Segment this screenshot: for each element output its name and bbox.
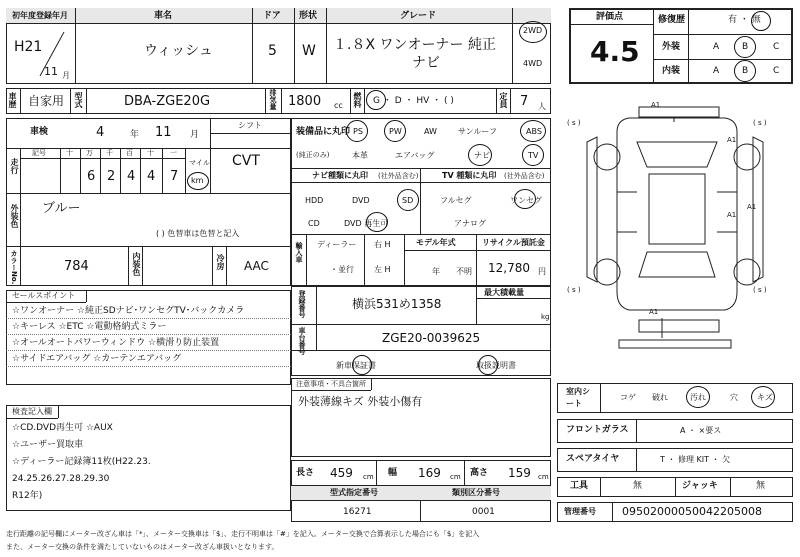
sheet-ana: 穴 bbox=[730, 393, 738, 402]
spec-row bbox=[6, 88, 551, 114]
import-label: 輸入車 bbox=[295, 242, 303, 263]
equip-leather: 本革 bbox=[352, 151, 368, 160]
exterior-label: 外装 bbox=[662, 42, 681, 52]
fuel-circle bbox=[366, 90, 386, 110]
manual-circle bbox=[478, 355, 498, 375]
height-unit: cm bbox=[538, 473, 549, 481]
equip-aw: AW bbox=[424, 127, 437, 136]
ext-grade-a: A bbox=[713, 42, 720, 52]
diag-a1-right2: A1 bbox=[727, 211, 737, 219]
diag-a1-left: A1 bbox=[747, 203, 757, 211]
model-value: DBA-ZGE20G bbox=[124, 94, 211, 109]
color-value: ブルー bbox=[42, 201, 81, 216]
selling-line-4: ☆サイドエアバッグ ☆カーテンエアバッグ bbox=[12, 354, 182, 364]
equip-abs-circle bbox=[520, 120, 546, 142]
digit-label-1: 十 bbox=[66, 149, 73, 157]
int-grade-a: A bbox=[713, 66, 720, 76]
person-unit: 人 bbox=[538, 102, 546, 111]
digit-label-2: 万 bbox=[86, 149, 93, 157]
equip-sunroof: サンルーフ bbox=[458, 127, 497, 136]
nav-dvd-play: DVD 再生可 bbox=[344, 219, 389, 228]
car-name-label: 車名 bbox=[154, 11, 173, 21]
score-label: 評価点 bbox=[596, 12, 624, 22]
warranty-circle bbox=[352, 355, 372, 375]
equip-nav: ナビ bbox=[474, 151, 490, 160]
shaken-year: 4 bbox=[96, 125, 105, 140]
nav-sd-circle bbox=[397, 189, 419, 211]
capacity-label: 定員 bbox=[499, 92, 508, 108]
import-parallel: ・並行 bbox=[330, 265, 354, 274]
inspector-line-5: R12年) bbox=[12, 491, 43, 501]
management-value: 09502000050042205008 bbox=[622, 505, 762, 518]
manual-label: 取扱説明書 bbox=[476, 361, 516, 370]
length-label: 長さ bbox=[296, 468, 315, 478]
notes-text: 外装薄線キズ 外装小傷有 bbox=[298, 395, 423, 408]
displacement-value: 1800 bbox=[288, 94, 322, 109]
width-unit: cm bbox=[450, 473, 461, 481]
nav-dvd-play-circle bbox=[366, 212, 388, 232]
int-grade-c: C bbox=[773, 66, 780, 76]
width-value: 169 bbox=[418, 466, 441, 480]
use-label: 車歴 bbox=[8, 92, 17, 108]
car-diagram bbox=[557, 92, 793, 378]
front-glass-label: フロントガラス bbox=[566, 425, 629, 435]
fuel-options: G ・ D ・ HV ・ ( ) bbox=[373, 96, 454, 106]
mileage-digit-1: 6 bbox=[87, 169, 96, 184]
length-unit: cm bbox=[363, 473, 374, 481]
shape-value: W bbox=[302, 43, 316, 59]
digit-label-4: 百 bbox=[126, 149, 133, 157]
width-label: 幅 bbox=[388, 468, 398, 478]
yen-unit: 円 bbox=[538, 267, 546, 276]
car-name: ウィッシュ bbox=[144, 43, 213, 59]
interior-sheet-label: 室内シート bbox=[566, 387, 590, 408]
equipment-sublabel: (純正のみ) bbox=[296, 151, 330, 159]
digit-label-0: 記号 bbox=[32, 149, 46, 157]
type-value: 16271 bbox=[343, 507, 372, 517]
equip-nav-circle bbox=[468, 144, 492, 166]
shaken-label: 車検 bbox=[30, 127, 49, 137]
ext-grade-b: B bbox=[742, 42, 749, 52]
tv-oneseg-circle bbox=[514, 189, 536, 209]
mileage-digit-4: 4 bbox=[147, 169, 156, 184]
shaken-month-unit: 月 bbox=[190, 130, 200, 140]
shaken-month: 11 bbox=[155, 125, 172, 140]
import-right: 右 H bbox=[374, 240, 391, 249]
ac-label: 冷房 bbox=[216, 254, 225, 270]
color-no-label: カラーNo. bbox=[10, 250, 18, 285]
drive-4wd: 4WD bbox=[523, 59, 543, 68]
chassis-value: ZGE20-0039625 bbox=[382, 331, 481, 345]
selling-label: セールスポイント bbox=[12, 291, 76, 300]
class-label: 類別区分番号 bbox=[452, 488, 500, 497]
model-year-unknown: 不明 bbox=[456, 267, 472, 276]
tv-analog: アナログ bbox=[454, 219, 486, 228]
inspector-line-3: ☆ディーラー記録簿11枚(H22.23. bbox=[12, 457, 151, 467]
interior-label: 内装 bbox=[662, 66, 681, 76]
front-glass-value: A ・ ×要ス bbox=[680, 426, 722, 435]
use-value: 自家用 bbox=[28, 94, 65, 108]
plate-value: 横浜531め1358 bbox=[352, 297, 442, 311]
model-label: 型式 bbox=[74, 92, 83, 108]
sheet-yogore: 汚れ bbox=[690, 393, 706, 402]
length-value: 459 bbox=[330, 466, 353, 480]
shaken-year-unit: 年 bbox=[130, 130, 140, 140]
warranty-label: 新車保証書 bbox=[336, 361, 376, 370]
inspector-line-1: ☆CD.DVD再生可 ☆AUX bbox=[12, 423, 113, 433]
notes-label: 注意事項・不具合箇所 bbox=[296, 380, 366, 388]
first-reg-era: H21 bbox=[14, 39, 43, 55]
repair-label: 修復歴 bbox=[658, 15, 686, 25]
diag-a1-top: A1 bbox=[651, 101, 661, 109]
first-reg-label: 初年度登録年月 bbox=[12, 11, 68, 20]
equip-ps-circle bbox=[346, 120, 368, 142]
recycle-value: 12,780 bbox=[488, 261, 530, 275]
grade-line2: ナビ bbox=[412, 55, 440, 71]
mile-label: マイル bbox=[189, 159, 210, 167]
digit-label-5: 十 bbox=[147, 149, 154, 157]
displacement-label: 排気量 bbox=[269, 89, 277, 110]
chassis-label: 車台番号 bbox=[298, 327, 306, 355]
digit-label-6: 一 bbox=[170, 149, 177, 157]
capacity-value: 7 bbox=[520, 94, 529, 109]
equip-ps: PS bbox=[353, 127, 363, 136]
diag-a1-right1: A1 bbox=[727, 136, 737, 144]
recycle-label: リサイクル預託金 bbox=[482, 238, 545, 247]
diag-s-bl: ( s ) bbox=[567, 286, 581, 294]
cc-unit: cc bbox=[334, 101, 343, 110]
selling-line-3: ☆オールオートパワーウィンドウ ☆横滑り防止装置 bbox=[12, 338, 220, 348]
shift-label: シフト bbox=[238, 121, 262, 130]
first-reg-month: 11 bbox=[44, 65, 58, 78]
plate-label: 登録番号 bbox=[298, 290, 306, 318]
management-label: 管理番号 bbox=[564, 507, 596, 516]
interior-color-label: 内装色 bbox=[132, 252, 141, 276]
class-value: 0001 bbox=[472, 507, 495, 517]
nav-title: ナビ種類に丸印 bbox=[312, 171, 368, 180]
km-circle bbox=[187, 172, 209, 190]
door-label: ドア bbox=[263, 11, 281, 21]
drive-2wd: 2WD bbox=[523, 26, 543, 35]
sheet-kizu: キズ bbox=[757, 393, 773, 402]
jack-value: 無 bbox=[756, 481, 766, 491]
nav-cd: CD bbox=[308, 219, 320, 228]
ac-value: AAC bbox=[244, 259, 269, 273]
nav-sd: SD bbox=[402, 196, 414, 205]
footer-line-2: また、メーター交換の条件を満たしていないものはメーター改ざん車扱いとなります。 bbox=[6, 543, 279, 551]
diag-s-tr: ( s ) bbox=[753, 119, 767, 127]
nav-hdd: HDD bbox=[305, 196, 324, 205]
color-label: 外装色 bbox=[10, 204, 19, 228]
int-grade-b: B bbox=[742, 66, 749, 76]
ext-circle bbox=[734, 36, 756, 58]
ext-grade-c: C bbox=[773, 42, 780, 52]
equip-abs: ABS bbox=[526, 127, 542, 136]
tv-fullseg: フルセグ bbox=[440, 196, 472, 205]
selling-line-2: ☆キーレス ☆ETC ☆電動格納式ミラー bbox=[12, 322, 167, 332]
int-circle bbox=[734, 60, 756, 82]
shift-value: CVT bbox=[232, 153, 260, 169]
color-no: 784 bbox=[64, 259, 89, 274]
tv-title: TV 種類に丸印 bbox=[442, 171, 497, 180]
sheet-kizu-circle bbox=[751, 386, 775, 408]
max-load-label: 最大積載量 bbox=[484, 288, 524, 297]
tv-oneseg: ワンセグ bbox=[510, 196, 542, 205]
equip-pw: PW bbox=[389, 127, 402, 136]
repair-circle bbox=[751, 11, 771, 31]
nav-dvd: DVD bbox=[352, 196, 370, 205]
equip-tv-circle bbox=[522, 144, 544, 166]
kg-unit: kg bbox=[541, 313, 550, 321]
sheet-yabure: 破れ bbox=[652, 393, 668, 402]
height-value: 159 bbox=[508, 466, 531, 480]
tools-label: 工具 bbox=[570, 481, 589, 491]
door-count: 5 bbox=[268, 43, 277, 59]
footer-line-1: 走行距離の記号欄にメーター改ざん車は「*」、メーター交換車は「$」、走行不明車は「#」を記入。メーター交換で合算表示した場合にも「$」を記入 bbox=[6, 530, 480, 538]
mileage-digit-2: 2 bbox=[107, 169, 116, 184]
car-outline-svg bbox=[557, 92, 793, 378]
jack-label: ジャッキ bbox=[682, 481, 718, 491]
digit-label-3: 千 bbox=[106, 149, 113, 157]
equip-pw-circle bbox=[384, 120, 406, 142]
spare-label: スペアタイヤ bbox=[566, 454, 620, 464]
diag-a1-bottom: A1 bbox=[649, 308, 659, 316]
selling-line-1: ☆ワンオーナー ☆純正SDナビ･ワンセグTV･バックカメラ bbox=[12, 306, 245, 316]
score-value: 4.5 bbox=[590, 35, 640, 68]
mileage-digit-3: 4 bbox=[127, 169, 136, 184]
equip-tv: TV bbox=[528, 151, 539, 160]
nav-note: (社外品含む) bbox=[378, 172, 419, 180]
repair-options: 有 ・ 無 bbox=[728, 15, 761, 25]
import-dealer: ディーラー bbox=[317, 240, 357, 249]
tv-note: (社外品含む) bbox=[504, 172, 545, 180]
km-label: km bbox=[191, 176, 204, 185]
inspector-line-4: 24.25.26.27.28.29.30 bbox=[12, 474, 110, 484]
spare-value: T ・ 修理 KIT ・ 欠 bbox=[660, 455, 731, 464]
grade-line1: １.８X ワンオーナー 純正 bbox=[333, 37, 496, 53]
equip-airbag: エアバッグ bbox=[395, 151, 435, 160]
import-left: 左 H bbox=[374, 265, 391, 274]
equipment-label: 装備品に丸印 bbox=[296, 127, 351, 137]
model-year-label: モデル年式 bbox=[416, 238, 456, 247]
shape-label: 形状 bbox=[299, 11, 318, 21]
height-label: 高さ bbox=[470, 468, 489, 478]
mileage-digit-5: 7 bbox=[170, 169, 179, 184]
color-note: ( ) 色替車は色替と記入 bbox=[156, 229, 240, 238]
mileage-label: 走行 bbox=[10, 158, 19, 174]
tools-value: 無 bbox=[633, 481, 643, 491]
model-year-unit: 年 bbox=[432, 267, 440, 276]
sheet-yogore-circle bbox=[686, 386, 710, 408]
diag-s-br: ( s ) bbox=[753, 286, 767, 294]
inspector-line-2: ☆ユーザー買取車 bbox=[12, 440, 84, 450]
sheet-koge: コゲ bbox=[620, 393, 636, 402]
inspector-label: 検査記入欄 bbox=[12, 407, 52, 416]
type-label: 型式指定番号 bbox=[330, 488, 378, 497]
month-unit: 月 bbox=[62, 71, 70, 80]
grade-label: グレード bbox=[400, 11, 437, 21]
fuel-label: 燃料 bbox=[353, 92, 362, 108]
diag-s-tl: ( s ) bbox=[567, 119, 581, 127]
